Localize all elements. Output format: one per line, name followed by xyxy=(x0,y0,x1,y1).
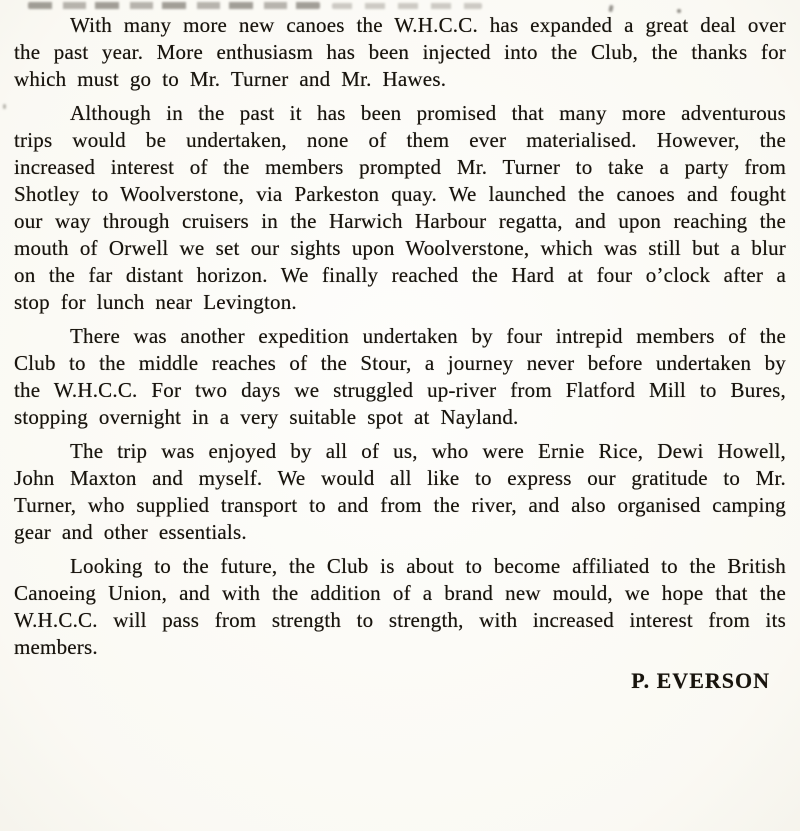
paragraph-shotley-trip: Although in the past it has been promised that many more adventurous trips would be undertaken, none of them ever materialised. However, the increased interest of the members prompted Mr. Turner to take a party from Shotley to Woolverstone, via Parkeston quay. We launched the canoes and fought our way through cruisers in the Harwich Harbour regatta, and upon reaching the mouth of Orwell we set our sights upon Woolverstone, which was still but a blur on the far distant horizon. We finally reached the Hard at four o’clock after a stop for lunch near Levington. xyxy=(14,101,786,314)
paragraph-stour-expedition: There was another expedition undertaken by four intrepid members of the Club to the middle reaches of the Stour, a journey never before undertaken by the W.H.C.C. For two days we struggled up-river from Flatford Mill to Bures, stopping overnight in a very suitable spot at Nayland. xyxy=(14,324,786,429)
author-signature: P. EVERSON xyxy=(631,668,770,693)
scan-speck-3 xyxy=(3,104,6,109)
paragraph-intro: With many more new canoes the W.H.C.C. has expanded a great deal over the past year. More enthusiasm has been injected into the Club, the thanks for which must go to Mr. Turner and Mr. Hawes. xyxy=(14,13,786,91)
paragraph-future: Looking to the future, the Club is about to become affiliated to the British Canoeing Union, and with the addition of a brand new mould, we hope that the W.H.C.C. will pass from strength to strength, with increased interest from its members. xyxy=(14,554,786,659)
scan-smudge-top-mid xyxy=(332,3,482,9)
scan-smudge-top-left xyxy=(28,2,320,9)
article-body xyxy=(14,12,786,661)
paragraph-thanks: The trip was enjoyed by all of us, who were Ernie Rice, Dewi Howell, John Maxton and myself. We would all like to express our gratitude to Mr. Turner, who supplied transport to and from the river, and also organised camping gear and other essentials. xyxy=(14,439,786,544)
